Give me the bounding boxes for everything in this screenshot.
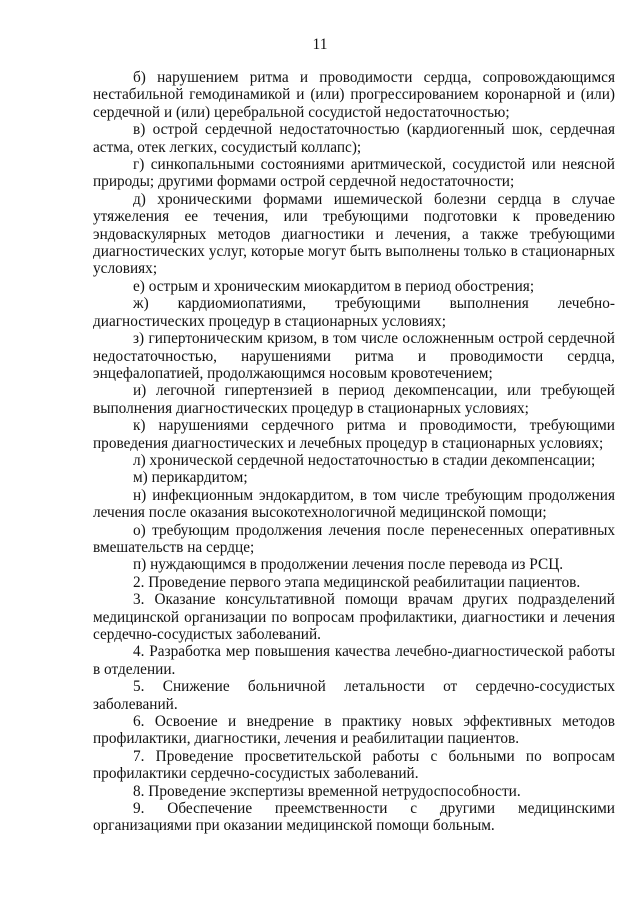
document-body xyxy=(93,69,615,835)
list-item: д) хроническими формами ишемической болезни сердца в случае утяжеления ее течения, или требующими подготовки к проведению эндоваскулярных методов диагностики и лечения, а также требующими диагностических услуг, которые могут быть выполнены только в стационарных условиях; xyxy=(93,190,615,278)
numbered-item: 2. Проведение первого этапа медицинской реабилитации пациентов. xyxy=(133,573,581,591)
page-number: 11 xyxy=(312,36,328,53)
numbered-item: 9. Обеспечение преемственности с другими медицинскими организациями при оказании медицинской помощи больным. xyxy=(93,800,615,835)
list-item: п) нуждающимся в продолжении лечения после перевода из РСЦ. xyxy=(133,556,564,574)
list-item: б) нарушением ритма и проводимости сердца, сопровождающимся нестабильной гемодинамикой и (или) прогрессированием коронарной и (или) сердечной и (или) церебральной сосудистой недостаточностью; xyxy=(93,69,615,121)
numbered-item: 4. Разработка мер повышения качества лечебно-диагностической работы в отделении. xyxy=(93,643,615,678)
numbered-item: 8. Проведение экспертизы временной нетрудоспособности. xyxy=(133,782,521,800)
list-item: м) перикардитом; xyxy=(133,469,248,487)
list-item: е) острым и хроническим миокардитом в период обострения; xyxy=(133,277,535,295)
numbered-item: 5. Снижение больничной летальности от сердечно-сосудистых заболеваний. xyxy=(93,678,615,713)
list-item: о) требующим продолжения лечения после перенесенных оперативных вмешательств на сердце; xyxy=(93,521,615,556)
list-item: г) синкопальными состояниями аритмической, сосудистой или неясной природы; другими формами острой сердечной недостаточности; xyxy=(93,156,615,191)
list-item: и) легочной гипертензией в период декомпенсации, или требующей выполнения диагностических процедур в стационарных условиях; xyxy=(93,382,615,417)
list-item: к) нарушениями сердечного ритма и проводимости, требующими проведения диагностических и лечебных процедур в стационарных условиях; xyxy=(93,417,615,452)
list-item: з) гипертоническим кризом, в том числе осложненным острой сердечной недостаточностью, нарушениями ритма и проводимости сердца, энцефалопатией, продолжающимся носовым кровотечением; xyxy=(93,330,615,382)
list-item: в) острой сердечной недостаточностью (кардиогенный шок, сердечная астма, отек легких, сосудистый коллапс); xyxy=(93,121,615,156)
numbered-item: 3. Оказание консультативной помощи врачам других подразделений медицинской организации по вопросам профилактики, диагностики и лечения сердечно-сосудистых заболеваний. xyxy=(93,591,615,643)
numbered-item: 6. Освоение и внедрение в практику новых эффективных методов профилактики, диагностики, лечения и реабилитации пациентов. xyxy=(93,713,615,748)
list-item: н) инфекционным эндокардитом, в том числе требующим продолжения лечения после оказания высокотехнологичной медицинской помощи; xyxy=(93,486,615,522)
numbered-item: 7. Проведение просветительской работы с больными по вопросам профилактики сердечно-сосудистых заболеваний. xyxy=(93,747,615,783)
list-item: ж) кардиомиопатиями, требующими выполнения лечебно-диагностических процедур в стационарных условиях; xyxy=(93,295,615,330)
list-item: л) хронической сердечной недостаточностью в стадии декомпенсации; xyxy=(133,451,596,469)
